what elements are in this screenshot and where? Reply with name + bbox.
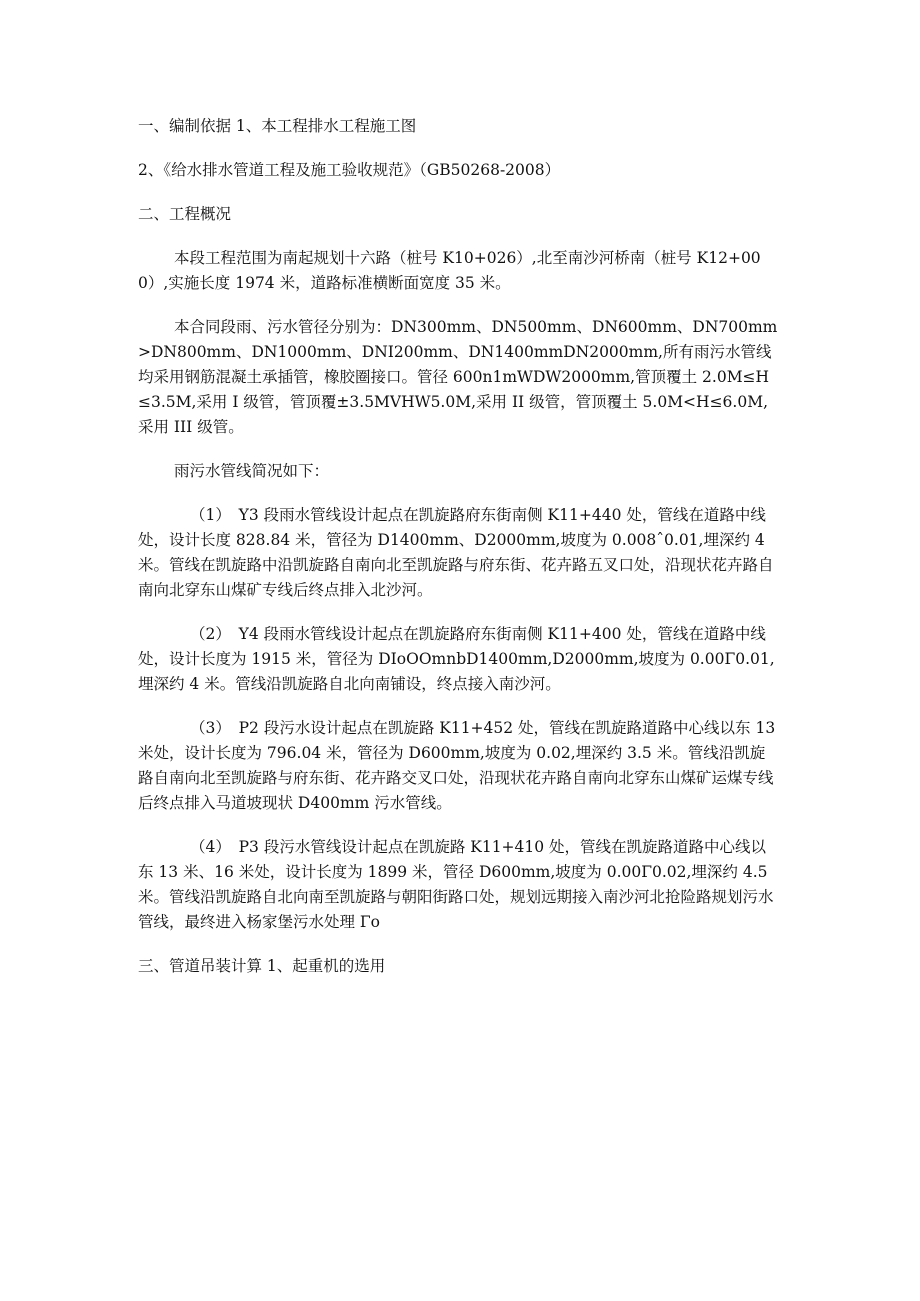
list-item-p3: （4） P3 段污水管线设计起点在凯旋路 K11+410 处，管线在凯旋路道路中心线以东 13 米、16 米处，设计长度为 1899 米，管径 D600mm,坡度为 0.00Γ0.02,埋深约 4.5 米。管线沿凯旋路自北向南至凯旋路与朝阳街路口处，规划远期接入南沙河北抢险路规划污水管线，最终进入杨家堡污水处理 Γo (138, 838, 774, 931)
list-item-y3: （1） Y3 段雨水管线设计起点在凯旋路府东街南侧 K11+440 处，管线在道路中线处，设计长度 828.84 米，管径为 D1400mm、D2000mm,坡度为 0.008ˆ0.01,埋深约 4 米。管线在凯旋路中沿凯旋路自南向北至凯旋路与府东街、花卉路五叉口处，沿现状花卉路自南向北穿东山煤矿专线后终点排入北沙河。 (138, 506, 774, 599)
list-item-y4: （2） Y4 段雨水管线设计起点在凯旋路府东街南侧 K11+400 处，管线在道路中线处，设计长度为 1915 米，管径为 DIoOOmnbD1400mm,D2000mm,坡度为 0.00Γ0.01,埋深约 4 米。管线沿凯旋路自北向南铺设，终点接入南沙河。 (138, 625, 775, 693)
reference-standard: 2、《给水排水管道工程及施工验收规范》（GB50268-2008） (138, 161, 561, 179)
document-body (138, 114, 778, 998)
section-heading-overview: 二、工程概况 (138, 205, 232, 223)
list-item-p2: （3） P2 段污水设计起点在凯旋路 K11+452 处，管线在凯旋路道路中心线以东 13 米处，设计长度为 796.04 米，管径为 D600mm,坡度为 0.02,埋深约 3.5 米。管线沿凯旋路自南向北至凯旋路与府东街、花卉路交叉口处，沿现状花卉路自南向北穿东山煤矿运煤专线后终点排入马道坡现状 D400mm 污水管线。 (138, 719, 776, 812)
section-heading-lifting: 三、管道吊装计算 1、起重机的选用 (138, 957, 386, 975)
paragraph-pipe-diameters: 本合同段雨、污水管径分别为：DN300mm、DN500mm、DN600mm、DN700mm>DN800mm、DN1000mm、DNI200mm、DN1400mmDN2000mm,所有雨污水管线均采用钢筋混凝土承插管，橡胶圈接口。管径 600n1mWDW2000mm,管顶覆土 2.0M≤H≤3.5M,采用 I 级管，管顶覆±3.5MVHW5.0M,采用 II 级管，管顶覆土 5.0M<H≤6.0M,采用 III 级管。 (138, 318, 778, 436)
paragraph-scope: 本段工程范围为南起规划十六路（桩号 K10+026）,北至南沙河桥南（桩号 K12+000）,实施长度 1974 米，道路标准横断面宽度 35 米。 (138, 249, 761, 292)
paragraph-summary-intro: 雨污水管线简况如下： (174, 462, 330, 480)
section-heading-basis: 一、编制依据 1、本工程排水工程施工图 (138, 117, 417, 135)
